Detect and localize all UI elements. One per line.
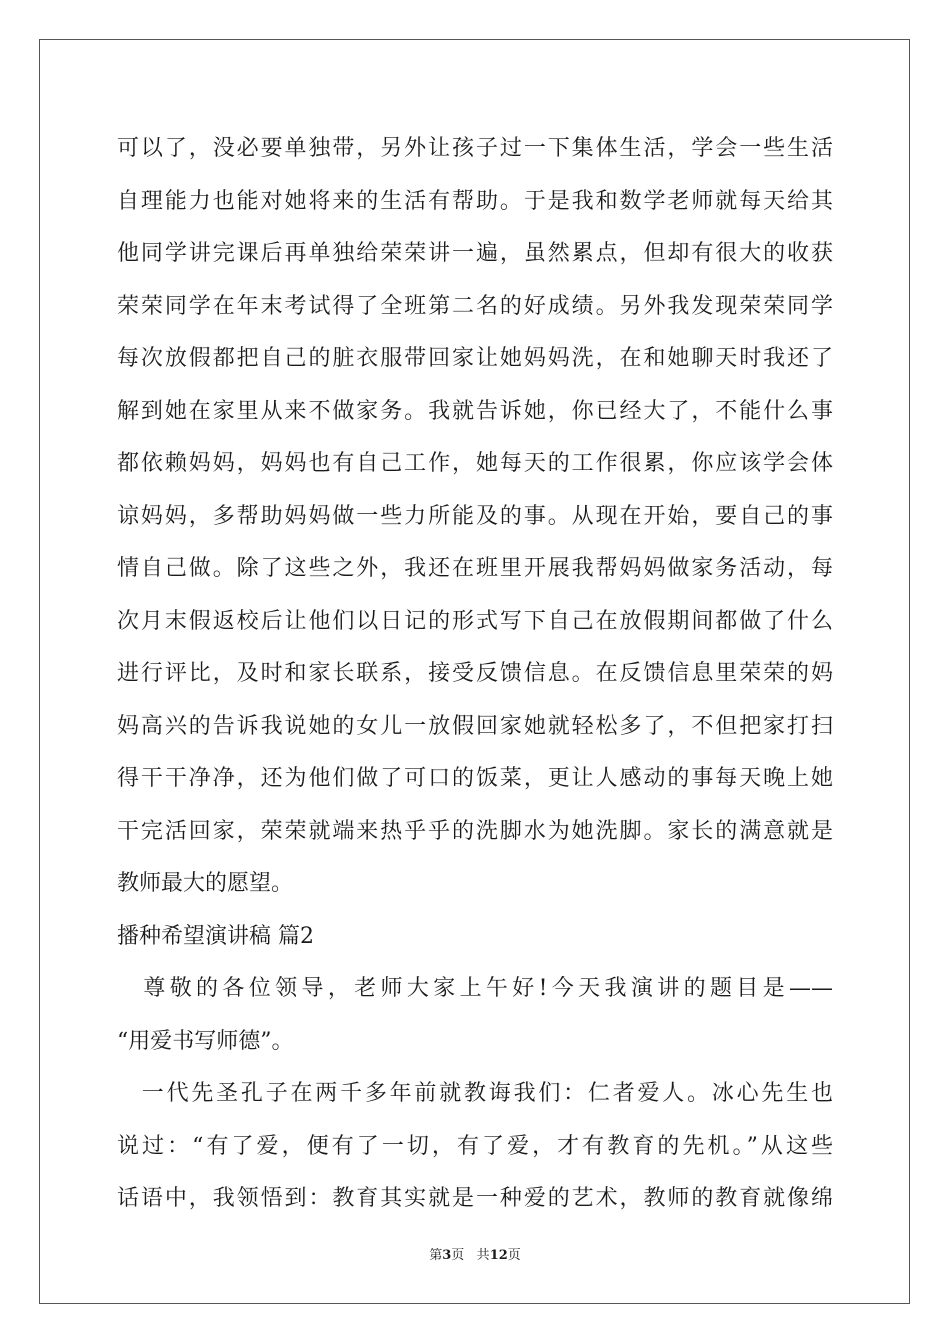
text-line: 教师最大的愿望。 [117,871,294,896]
text-line: 每次放假都把自己的脏衣服带回家让她妈妈洗，在和她聊天时我还了 [117,346,833,371]
total-pages-number: 12 [489,1248,508,1263]
text-line: 尊敬的各位领导，老师大家上午好!今天我演讲的题目是—— [117,976,833,1001]
text-line: 他同学讲完课后再单独给荣荣讲一遍，虽然累点，但却有很大的收获 [117,241,833,266]
text-line: 都依赖妈妈，妈妈也有自己工作，她每天的工作很累，你应该学会体 [117,451,833,476]
text-line: 自理能力也能对她将来的生活有帮助。于是我和数学老师就每天给其 [117,189,833,214]
text-line: 妈高兴的告诉我说她的女儿一放假回家她就轻松多了，不但把家打扫 [117,714,833,739]
text-line: 得干干净净，还为他们做了可口的饭菜，更让人感动的事每天晚上她 [117,766,833,791]
page-label-mid: 页 [451,1248,465,1263]
text-line: 干完活回家，荣荣就端来热乎乎的洗脚水为她洗脚。家长的满意就是 [117,819,833,844]
section-heading: 播种希望演讲稿 篇2 [117,924,314,949]
page-label-prefix: 第 [429,1248,443,1263]
text-line: 可以了，没必要单独带，另外让孩子过一下集体生活，学会一些生活 [117,136,833,161]
total-label-suffix: 页 [507,1248,521,1263]
text-line: “用爱书写师德”。 [117,1029,294,1054]
text-line: 一代先圣孔子在两千多年前就教诲我们：仁者爱人。冰心先生也 [117,1081,833,1106]
text-line: 荣荣同学在年末考试得了全班第二名的好成绩。另外我发现荣荣同学 [117,294,833,319]
text-line: 次月末假返校后让他们以日记的形式写下自己在放假期间都做了什么 [117,609,833,634]
text-line: 谅妈妈，多帮助妈妈做一些力所能及的事。从现在开始，要自己的事 [117,504,833,529]
total-label-prefix: 共 [476,1248,490,1263]
page-footer [0,1247,950,1265]
text-line: 解到她在家里从来不做家务。我就告诉她，你已经大了，不能什么事 [117,399,833,424]
text-line: 情自己做。除了这些之外，我还在班里开展我帮妈妈做家务活动，每 [117,556,833,581]
text-line: 进行评比，及时和家长联系，接受反馈信息。在反馈信息里荣荣的妈 [117,661,833,686]
text-line: 说过：“有了爱，便有了一切，有了爱，才有教育的先机。”从这些 [117,1134,833,1159]
current-page-number: 3 [442,1248,452,1263]
text-line: 话语中，我领悟到：教育其实就是一种爱的艺术，教师的教育就像绵 [117,1186,833,1211]
